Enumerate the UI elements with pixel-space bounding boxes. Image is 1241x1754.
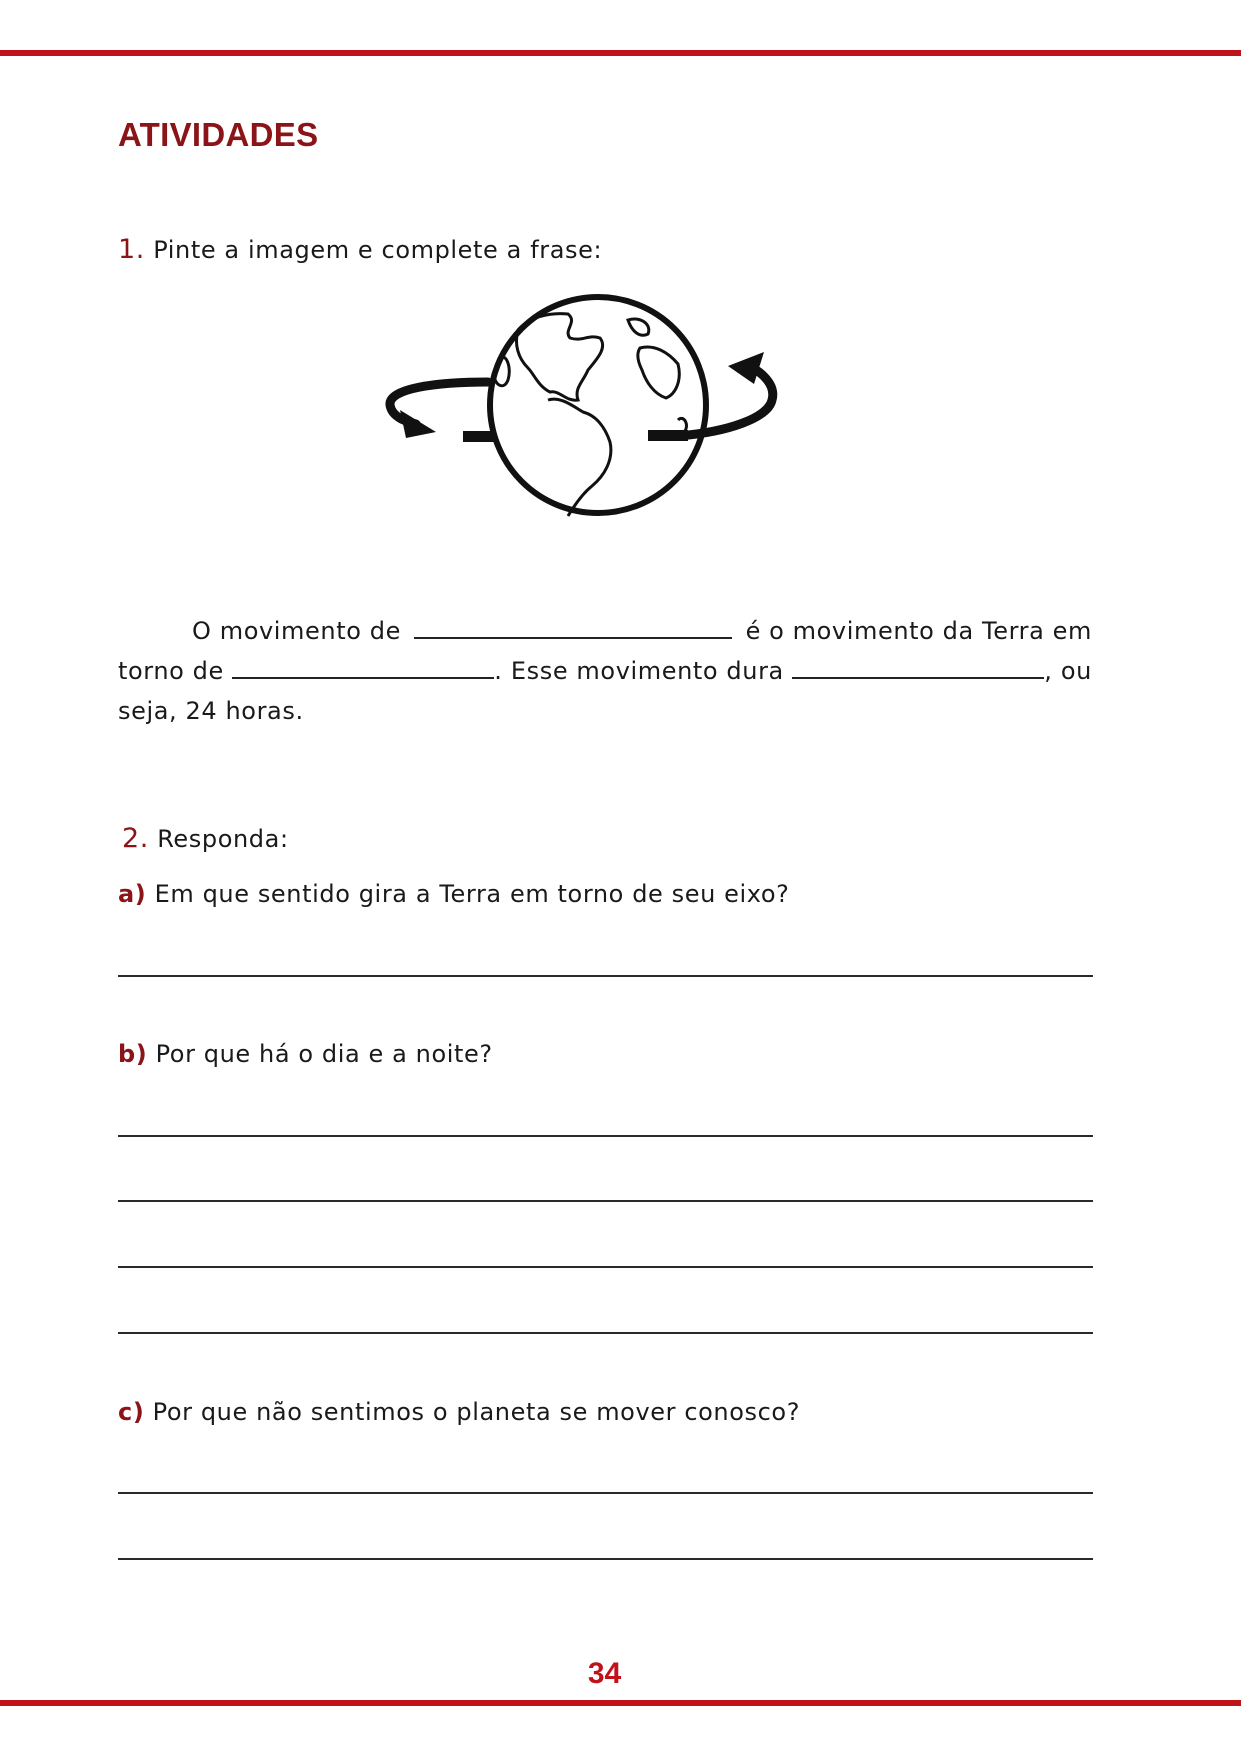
top-rule [0, 50, 1241, 56]
question-2b-label: b) [118, 1040, 148, 1068]
sentence-part-4: . [494, 657, 503, 685]
answer-line-b4[interactable] [118, 1332, 1093, 1334]
blank-2[interactable] [232, 651, 494, 679]
sentence-part-1: O movimento de [192, 617, 401, 645]
question-2a-text: Em que sentido gira a Terra em torno de seu eixo? [154, 880, 790, 908]
question-2a-label: a) [118, 880, 147, 908]
answer-line-b2[interactable] [118, 1200, 1093, 1202]
question-2-number: 2. [122, 823, 149, 854]
sentence-part-3: torno de [118, 657, 224, 685]
page-number: 34 [587, 1657, 622, 1690]
sentence-part-2: é o movimento da Terra em [745, 617, 1092, 645]
answer-line-c1[interactable] [118, 1492, 1093, 1494]
answer-line-c2[interactable] [118, 1558, 1093, 1560]
sentence-part-5: Esse movimento dura [510, 657, 784, 685]
blank-3[interactable] [792, 651, 1044, 679]
question-1 [118, 234, 602, 265]
question-2b-text: Por que há o dia e a noite? [155, 1040, 493, 1068]
page-title: ATIVIDADES [118, 116, 319, 153]
earth-rotation-globe-icon [378, 290, 798, 525]
question-2c-text: Por que não sentimos o planeta se mover conosco? [152, 1398, 801, 1426]
sentence-part-8: seja, 24 horas. [118, 697, 304, 725]
question-2b [118, 1040, 493, 1068]
question-2a [118, 880, 789, 908]
question-1-number: 1. [118, 234, 145, 265]
question-2-prompt: Responda: [157, 825, 289, 853]
question-2c-label: c) [118, 1398, 145, 1426]
sentence-part-6: , [1044, 657, 1053, 685]
answer-line-a1[interactable] [118, 975, 1093, 977]
question-1-prompt: Pinte a imagem e complete a frase: [153, 236, 603, 264]
answer-line-b1[interactable] [118, 1135, 1093, 1137]
bottom-rule [0, 1700, 1241, 1706]
question-2 [122, 823, 289, 854]
blank-1[interactable] [414, 611, 732, 639]
answer-line-b3[interactable] [118, 1266, 1093, 1268]
fill-in-sentence [118, 611, 1092, 731]
sentence-part-7: ou [1060, 657, 1092, 685]
question-2c [118, 1398, 800, 1426]
